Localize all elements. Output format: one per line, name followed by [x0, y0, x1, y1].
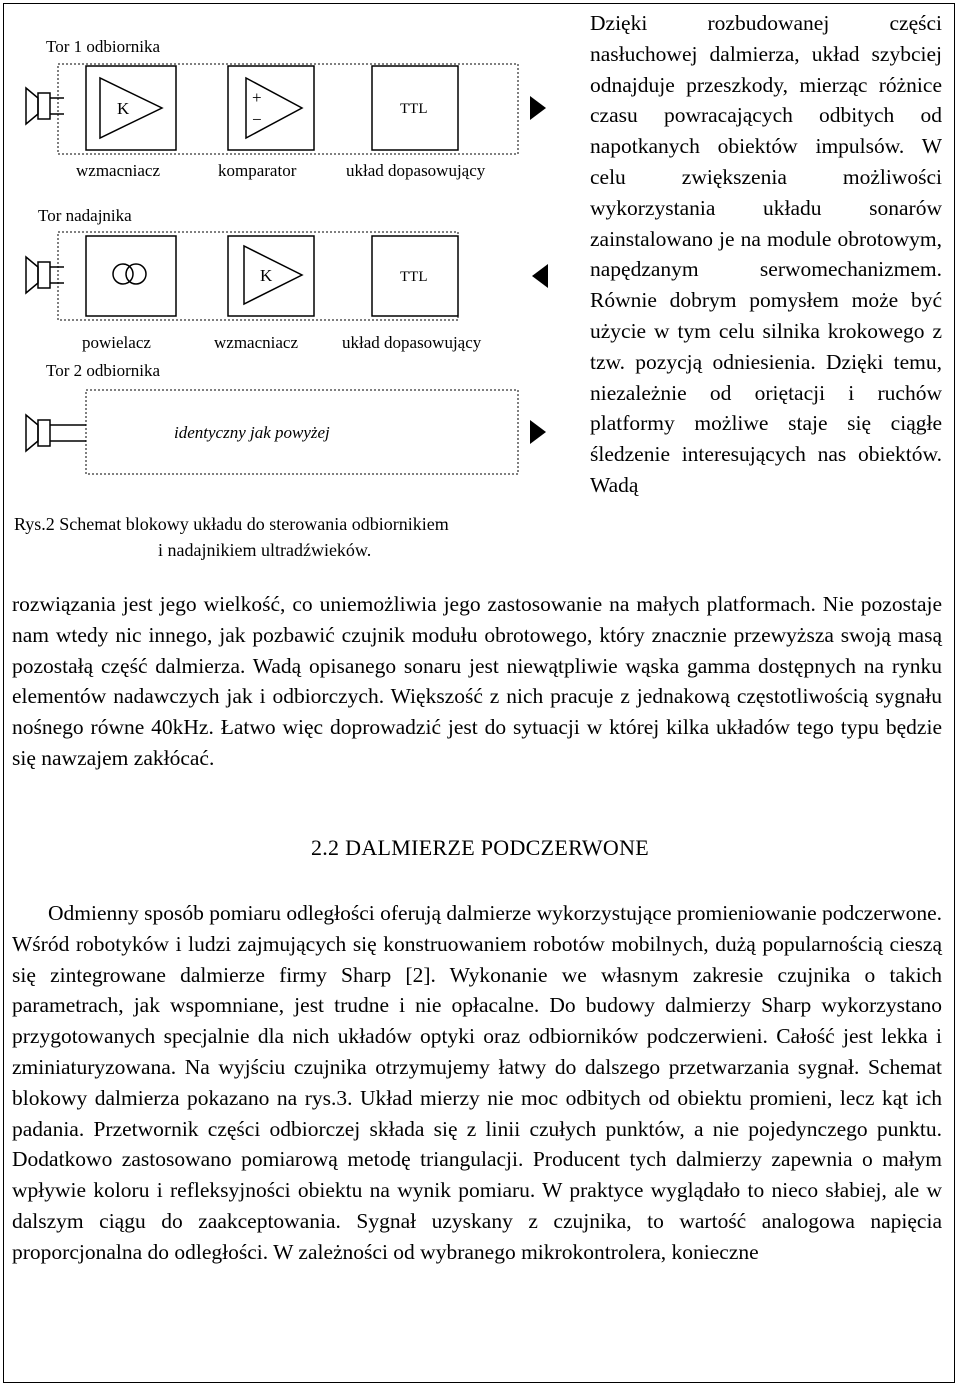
row2-matching-label: układ dopasowujący — [342, 333, 482, 352]
tor2-label: Tor 2 odbiornika — [46, 361, 161, 380]
row1-matching-label: układ dopasowujący — [346, 161, 486, 180]
identical-label: identyczny jak powyżej — [174, 423, 330, 442]
amplifier-k-label: K — [117, 99, 130, 118]
comparator-minus: − — [252, 110, 262, 129]
arrow-icon-2 — [532, 264, 548, 288]
multiplier-block — [86, 236, 176, 316]
ttl-block-2 — [372, 236, 458, 316]
ttl-label-2: TTL — [400, 269, 428, 285]
side-paragraph: Dzięki rozbudowanej części nasłuchowej dalmierza, układ szybciej odnajduje przeszkody, mierząc różnice czasu powracających odbitych od napotkanych obiektów impulsów. W celu zwiększenia możliwości wykorzystania układu sonarów zainstalowano je na module obrotowym, napędzanym serwomechanizmem. Równie dobrym pomysłem może być użycie w tym celu silnika krokowego z tzw. pozycją odniesienia. Dzięki temu, niezależnie od oriętacji i ruchów platformy możliwe staje się ciągłe śledzenie interesujących nas obiektów. Wadą — [590, 11, 942, 497]
row2-amplifier-label: wzmacniacz — [214, 333, 298, 352]
tor-nadajnika-label: Tor nadajnika — [38, 206, 132, 225]
continuation-block — [12, 589, 942, 774]
ttl-label-1: TTL — [400, 101, 428, 117]
block-diagram — [0, 0, 570, 570]
amplifier-k2-label: K — [260, 266, 273, 285]
arrow-icon-1 — [530, 96, 546, 120]
section-body — [12, 898, 942, 1268]
figure-caption-line1: Rys.2 Schemat blokowy układu do sterowania odbiornikiem — [14, 514, 449, 534]
comparator-block — [228, 66, 314, 150]
row1-amplifier-label: wzmacniacz — [76, 161, 160, 180]
section-paragraph: Odmienny sposób pomiaru odległości oferują dalmierze wykorzystujące promieniowanie podczerwone. Wśród robotyków i ludzi zajmujących się konstruowaniem robotów mobilnych, dużą popularnością cieszą się zintegrowane dalmierze firmy Sharp [2]. Wykonanie we własnym zakresie czujnika o takich parametrach, jak wspomniane, jest trudne i nie opłacalne. Do budowy dalmierzy Sharp wykorzystano przygotowanych specjalnie dla nich układów optyki oraz odbiorników podczerwieni. Całość jest lekka i zminiaturyzowana. Na wyjściu czujnika otrzymujemy łatwy do dalszego przetwarzania sygnał. Schemat blokowy dalmierza pokazano na rys.3. Układ mierzy nie moc odbitych od obiektu promieni, lecz kąt ich padania. Przetwornik części odbiorczej składa się z linii czułych punktów, a nie pojedynczego punktu. Dodatkowo zastosowano pomiarową metodę triangulacji. Producent tych dalmierzy zapewnia o małym wpływie koloru i refleksyjności obiektu na wynik pomiaru. W praktyce wyglądało to nieco słabiej, ale w dalszym ciągu do zaakceptowania. Sygnał uzyskany z czujnika, to wartość analogowa napięcia proporcjonalna do odległości. W zależności od wybranego mikrokontrolera, konieczne — [12, 901, 942, 1264]
arrow-icon-3 — [530, 420, 546, 444]
side-paragraph-column — [590, 8, 942, 501]
comparator-plus: + — [252, 88, 262, 107]
row1-comparator-label: komparator — [218, 161, 297, 180]
section-title: 2.2 DALMIERZE PODCZERWONE — [310, 835, 650, 860]
figure-caption-line2: i nadajnikiem ultradźwieków. — [158, 540, 372, 560]
row2-multiplier-label: powielacz — [82, 333, 151, 352]
amplifier-block-1 — [86, 66, 176, 150]
continuation-paragraph: rozwiązania jest jego wielkość, co uniemożliwia jego zastosowanie na małych platformach. Nie pozostaje nam wtedy nic innego, jak pozbawić czujnik modułu obrotowego, który znacznie przewyższa swoją masą pozostałą część dalmierza. Wadą opisanego sonaru jest niewątpliwie wąska gamma dostępnych na rynku elementów nadawczych jak i odbiorczych. Większość z nich pracuje z jednakową częstotliwością sygnału nośnego równe 40kHz. Łatwo więc doprowadzić jest do sytuacji w której kilka układów tego typu będzie się nawzajem zakłócać. — [12, 592, 942, 770]
ttl-block-1 — [372, 66, 458, 150]
tor1-label: Tor 1 odbiornika — [46, 37, 161, 56]
speaker-icon-3 — [26, 415, 86, 451]
amplifier-block-2 — [228, 236, 314, 316]
